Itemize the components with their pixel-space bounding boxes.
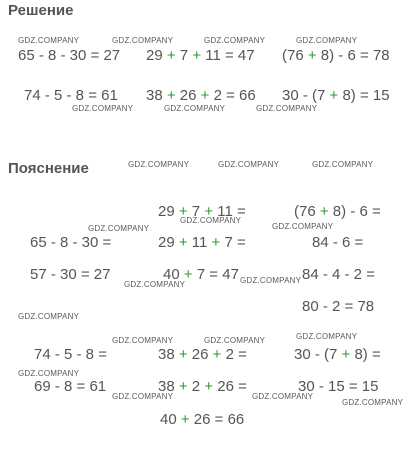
expression-part: 8) = [350,346,381,363]
expression-part: 7 = 47 [192,266,239,283]
watermark-text: GDZ.COMPANY [342,398,404,407]
watermark-text: GDZ.COMPANY [218,160,280,169]
watermark-text: GDZ.COMPANY [18,369,80,378]
watermark-text: GDZ.COMPANY [204,36,266,45]
expression-part: 29 [158,203,179,220]
explanation-expression [294,346,381,364]
solution-expression [282,87,390,105]
plus-sign: + [204,378,214,395]
expression-part: 26 [187,346,213,363]
watermark-text: GDZ.COMPANY [88,224,150,233]
watermark-text: GDZ.COMPANY [112,336,174,345]
expression-part: 26 = [213,378,247,395]
solution-heading: Решение [8,2,74,19]
plus-sign: + [178,203,188,220]
watermark-text: GDZ.COMPANY [164,104,226,113]
watermark-text: GDZ.COMPANY [18,36,80,45]
plus-sign: + [180,411,190,428]
explanation-expression [158,346,247,364]
expression-part: 2 [187,378,205,395]
expression-part: 26 = 66 [189,411,245,428]
expression-part: 30 - (7 [282,87,330,104]
expression-part: 26 [175,87,201,104]
expression-part: 7 = [220,234,246,251]
explanation-expression [160,411,244,429]
watermark-text: GDZ.COMPANY [128,160,190,169]
plus-sign: + [178,234,188,251]
expression-part: 29 [146,47,167,64]
expression-part: 11 = [213,203,246,220]
expression-part: 7 [175,47,193,64]
plus-sign: + [307,47,317,64]
plus-sign: + [319,203,329,220]
watermark-text: GDZ.COMPANY [180,216,242,225]
expression-part: 7 [187,203,205,220]
plus-sign: + [178,378,188,395]
expression-part: 11 [187,234,212,251]
watermark-text: GDZ.COMPANY [312,160,374,169]
expression-part: 65 - 8 - 30 = 27 [18,47,121,64]
expression-part: 40 [160,411,181,428]
plus-sign: + [183,266,193,283]
explanation-expression [312,234,363,252]
watermark-text: GDZ.COMPANY [204,336,266,345]
expression-part: 29 [158,234,179,251]
expression-part: 38 [158,378,179,395]
explanation-expression [34,346,107,364]
expression-part: 80 - 2 = 78 [302,298,375,315]
expression-part: 74 - 5 - 8 = 61 [24,87,118,104]
plus-sign: + [166,87,176,104]
expression-part: 30 - (7 [294,346,342,363]
plus-sign: + [166,47,176,64]
explanation-expression [294,203,381,221]
explanation-expression [30,266,110,284]
watermark-text: GDZ.COMPANY [112,36,174,45]
solution-expression [146,87,256,105]
explanation-expression [34,378,106,396]
plus-sign: + [211,234,221,251]
watermark-text: GDZ.COMPANY [18,312,80,321]
solution-expression [24,87,118,105]
expression-part: 69 - 8 = 61 [34,378,107,395]
plus-sign: + [178,346,188,363]
expression-part: 65 - 8 - 30 = [30,234,112,251]
expression-part: 11 = 47 [201,47,255,64]
explanation-expression [302,266,375,284]
watermark-text: GDZ.COMPANY [124,280,186,289]
expression-part: 74 - 5 - 8 = [34,346,107,363]
expression-part: 2 = 66 [209,87,256,104]
explanation-expression [158,234,246,252]
watermark-text: GDZ.COMPANY [72,104,134,113]
solution-expression [282,47,390,65]
plus-sign: + [200,87,210,104]
plus-sign: + [192,47,202,64]
expression-part: (76 [282,47,308,64]
expression-part: 8) - 6 = 78 [316,47,390,64]
watermark-text: GDZ.COMPANY [296,36,358,45]
watermark-text: GDZ.COMPANY [256,104,318,113]
plus-sign: + [341,346,351,363]
plus-sign: + [204,203,214,220]
solution-expression [18,47,120,65]
expression-part: 40 [163,266,184,283]
explanation-heading: Пояснение [8,160,89,177]
expression-part: (76 [294,203,320,220]
explanation-expression [302,298,374,316]
plus-sign: + [212,346,222,363]
watermark-text: GDZ.COMPANY [240,276,302,285]
expression-part: 57 - 30 = 27 [30,266,111,283]
watermark-text: GDZ.COMPANY [112,392,174,401]
plus-sign: + [329,87,339,104]
expression-part: 2 = [221,346,247,363]
expression-part: 84 - 4 - 2 = [302,266,375,283]
explanation-expression [30,234,111,252]
watermark-text: GDZ.COMPANY [252,392,314,401]
solution-expression [146,47,255,65]
expression-part: 38 [146,87,167,104]
expression-part: 38 [158,346,179,363]
watermark-text: GDZ.COMPANY [296,332,358,341]
expression-part: 8) - 6 = [328,203,381,220]
expression-part: 84 - 6 = [312,234,364,251]
watermark-text: GDZ.COMPANY [272,222,334,231]
expression-part: 30 - 15 = 15 [298,378,379,395]
expression-part: 8) = 15 [338,87,390,104]
